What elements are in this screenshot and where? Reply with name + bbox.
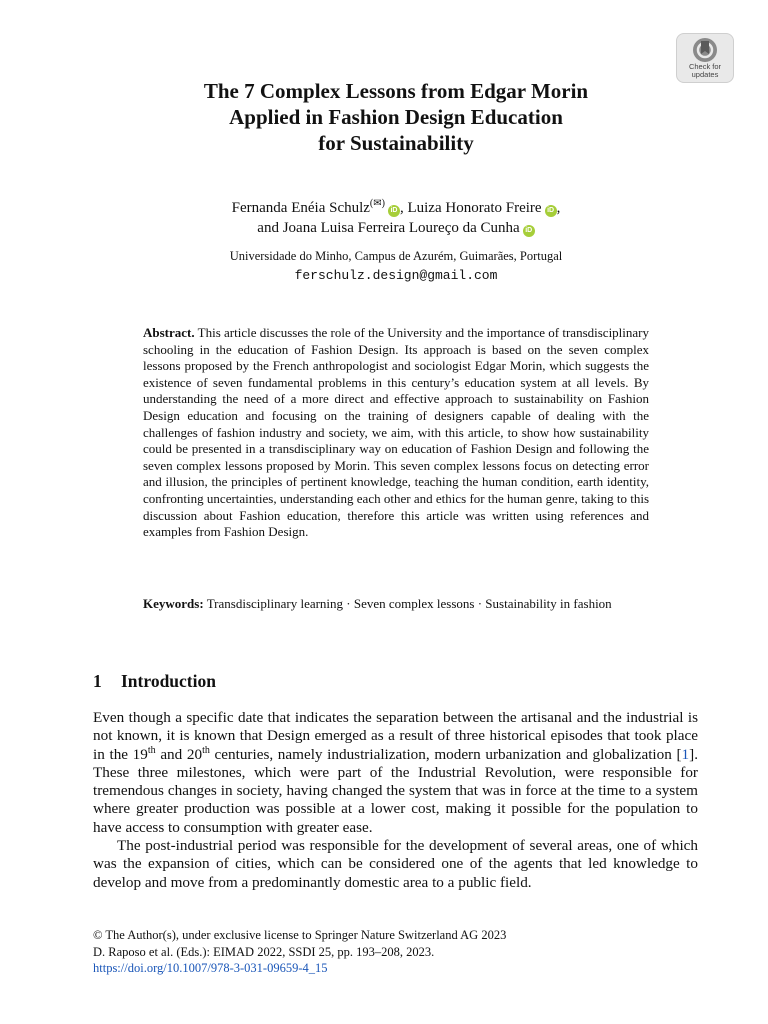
copyright-line: © The Author(s), under exclusive license to Springer Nature Switzerland AG 2023: [93, 928, 507, 942]
affiliation: [100, 247, 692, 285]
author-list: [100, 194, 692, 238]
section-number: 1: [93, 671, 102, 691]
orcid-icon[interactable]: iD: [523, 225, 535, 237]
university: Universidade do Minho, Campus de Azurém, Guimarães, Portugal: [229, 249, 563, 263]
corresponding-author-mark: (✉): [369, 198, 385, 209]
text-run: centuries, namely industrialization, modern urbanization and globalization [: [209, 745, 682, 763]
check-for-updates-badge[interactable]: [676, 33, 734, 83]
abstract-text: This article discusses the role of the University and the importance of transdisciplinary schooling in the education of Fashion Design. Its approach is based on the seven complex lessons proposed by the French anthropologist and sociologist Edgar Morin, which suggests the existence of seven fundamental problems in this century’s education system at all levels. By understanding the need of a more direct and effective approach to sustainability on Fashion Design education and focusing on the training of designers capable of dealing with the challenges of fashion industry and society, we aim, with this article, to show how sustainability could be presented in a transdisciplinary way on education of Fashion Design and following the seven complex lessons proposed by Morin. This seven complex lessons focus on detecting error and illusion, the principles of pertinent knowledge, teaching the human condition, earth identity, confronting uncertainties, understanding each other and ethics for the human genre, taking to this discussion about Fashion education, therefore this article was written using references and examples from Fashion Design.: [143, 325, 650, 540]
footer: [93, 927, 698, 977]
citation-link[interactable]: 1: [681, 745, 690, 763]
paper-title: [100, 78, 692, 156]
author-separator: ,: [556, 200, 561, 216]
author-name: Luiza Honorato Freire: [407, 200, 542, 216]
orcid-icon[interactable]: iD: [388, 205, 400, 217]
author-separator: ,: [399, 200, 408, 216]
author-email[interactable]: ferschulz.design@gmail.com: [294, 268, 498, 283]
badge-label-line1: Check for: [688, 62, 722, 71]
text-run: and 20: [155, 745, 203, 763]
citation-line: D. Raposo et al. (Eds.): EIMAD 2022, SSDI 25, pp. 193–208, 2023.: [93, 944, 435, 959]
keywords-label: Keywords:: [143, 596, 204, 611]
author-name: Joana Luisa Ferreira Loureço da Cunha: [282, 220, 520, 236]
author-conjunction: and: [257, 220, 283, 236]
title-line-1: The 7 Complex Lessons from Edgar Morin: [203, 79, 589, 103]
abstract: [143, 325, 649, 541]
title-line-3: for Sustainability: [318, 131, 474, 155]
paragraph: The post-industrial period was responsible for the development of several areas, one of which was the expansion of cities, which can be considered one of the agents that led knowledge to develop and move from a predominantly domestic area to a public field.: [93, 837, 698, 891]
badge-label-line2: updates: [691, 70, 719, 79]
text-run: Even though a specific date that indicates the separation between the artisanal and the industrial is not known, it is known that Design emerged as a result of three historical episodes that took place in the 19: [93, 709, 698, 763]
doi-link[interactable]: https://doi.org/10.1007/978-3-031-09659-4_15: [93, 961, 328, 975]
orcid-icon[interactable]: iD: [545, 205, 557, 217]
superscript: th: [202, 744, 210, 756]
abstract-label: Abstract.: [143, 325, 195, 340]
keywords-text: Transdisciplinary learning · Seven complex lessons · Sustainability in fashion: [206, 596, 612, 611]
section-heading: [93, 671, 216, 692]
keywords: [143, 596, 649, 613]
author-name: Fernanda Enéia Schulz: [231, 200, 370, 216]
superscript: th: [147, 744, 156, 756]
text-run: ]. These three milestones, which were part of the Industrial Revolution, were responsible for tremendous changes in society, having changed the system that was in force at the time to a system where greater production was possible at a lower cost, making it possible for the population to have access to consumption with greater ease.: [93, 745, 698, 836]
title-line-2: Applied in Fashion Design Education: [229, 105, 563, 129]
body-text: [93, 709, 698, 892]
section-title: Introduction: [121, 671, 216, 691]
bookmark-icon: [692, 37, 718, 63]
paragraph: [93, 709, 698, 837]
